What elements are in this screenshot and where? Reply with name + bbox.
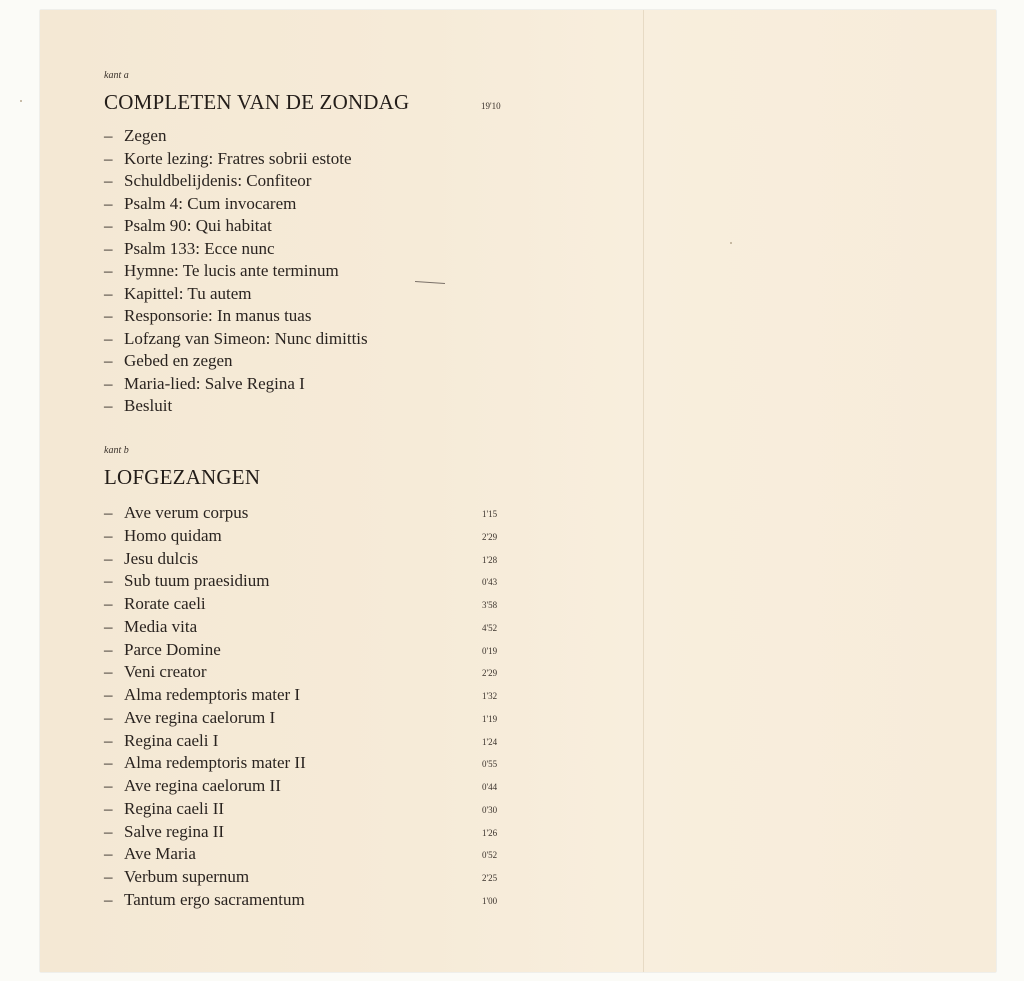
list-item [104, 775, 498, 798]
track-duration: 1'19 [482, 713, 498, 724]
list-dash: – [104, 662, 113, 682]
side-b-track-list [104, 502, 498, 912]
track-title: Alma redemptoris mater II [124, 753, 306, 773]
list-dash: – [104, 373, 113, 393]
track-title: Lofzang van Simeon: Nunc dimittis [124, 328, 368, 348]
track-title: Rorate caeli [124, 594, 206, 613]
list-item [104, 525, 498, 548]
track-title: Regina caeli I [124, 730, 219, 750]
list-item [104, 730, 498, 753]
list-dash: – [104, 616, 113, 636]
track-duration: 1'15 [482, 509, 498, 519]
list-dash: – [104, 594, 113, 613]
list-dash: – [104, 867, 113, 886]
list-item [104, 889, 498, 912]
track-title: Ave Maria [124, 844, 196, 864]
track-duration: 0'19 [482, 645, 498, 656]
list-item [104, 148, 368, 171]
track-title: Ave regina caelorum I [124, 707, 276, 727]
list-dash: – [104, 753, 113, 773]
list-dash: – [104, 503, 113, 522]
pen-mark [415, 281, 445, 284]
track-duration: 1'28 [482, 554, 498, 565]
track-duration: 0'44 [482, 782, 498, 792]
side-a-duration: 19'10 [481, 101, 501, 111]
track-title: Responsorie: In manus tuas [124, 306, 312, 325]
track-duration: 3'58 [482, 600, 498, 610]
list-dash: – [104, 798, 113, 818]
list-dash: – [104, 148, 113, 168]
track-title: Veni creator [124, 662, 207, 682]
record-sleeve-page [40, 10, 996, 972]
list-item [104, 238, 368, 261]
list-item [104, 502, 498, 525]
list-item [104, 593, 498, 616]
list-dash: – [104, 639, 113, 659]
list-item [104, 350, 368, 373]
list-item [104, 215, 368, 238]
list-dash: – [104, 707, 113, 727]
list-dash: – [104, 821, 113, 841]
list-dash: – [104, 844, 113, 864]
list-dash: – [104, 328, 113, 348]
track-title: Homo quidam [124, 525, 222, 545]
track-title: Kapittel: Tu autem [124, 283, 252, 303]
track-title: Hymne: Te lucis ante terminum [124, 261, 339, 280]
track-title: Schuldbelijdenis: Confiteor [124, 171, 312, 190]
list-dash: – [104, 238, 113, 258]
track-title: Gebed en zegen [124, 351, 233, 370]
list-dash: – [104, 351, 113, 370]
list-item [104, 661, 498, 684]
track-duration: 0'55 [482, 759, 498, 770]
list-item [104, 283, 368, 306]
list-item [104, 570, 498, 593]
track-duration: 1'24 [482, 736, 498, 747]
track-duration: 1'32 [482, 691, 498, 701]
track-duration: 4'52 [482, 622, 498, 633]
list-dash: – [104, 730, 113, 750]
list-item [104, 752, 498, 775]
track-duration: 2'29 [482, 668, 498, 679]
track-title: Besluit [124, 396, 173, 415]
list-dash: – [104, 261, 113, 280]
side-a-track-list [104, 125, 368, 418]
list-dash: – [104, 396, 113, 415]
list-item [104, 798, 498, 821]
track-title: Alma redemptoris mater I [124, 685, 301, 704]
list-item [104, 193, 368, 216]
track-title: Jesu dulcis [124, 548, 199, 568]
list-item [104, 548, 498, 571]
track-title: Maria-lied: Salve Regina I [124, 373, 305, 393]
side-a-title: COMPLETEN VAN DE ZONDAG [104, 90, 410, 114]
list-item [104, 707, 498, 730]
track-duration: 2'25 [482, 873, 498, 883]
list-dash: – [104, 548, 113, 568]
track-duration: 2'29 [482, 531, 498, 542]
track-duration: 1'26 [482, 827, 498, 838]
list-item [104, 260, 368, 283]
paper-speck [20, 100, 22, 102]
list-dash: – [104, 889, 113, 909]
list-dash: – [104, 283, 113, 303]
track-title: Verbum supernum [124, 867, 250, 886]
list-dash: – [104, 126, 113, 145]
track-title: Regina caeli II [124, 798, 225, 818]
side-b-label: kant b [104, 445, 129, 456]
track-title: Tantum ergo sacramentum [124, 889, 305, 909]
track-title: Psalm 90: Qui habitat [124, 216, 272, 235]
list-item [104, 866, 498, 889]
track-title: Parce Domine [124, 639, 221, 659]
list-dash: – [104, 776, 113, 795]
paper-speck [730, 242, 732, 244]
list-dash: – [104, 171, 113, 190]
list-dash: – [104, 306, 113, 325]
track-duration: 0'43 [482, 577, 498, 588]
track-title: Salve regina II [124, 821, 225, 841]
track-title: Sub tuum praesidium [124, 571, 270, 591]
track-duration: 0'30 [482, 804, 498, 815]
list-item [104, 170, 368, 193]
track-title: Ave verum corpus [124, 503, 249, 522]
list-item [104, 639, 498, 662]
track-duration: 0'52 [482, 850, 498, 861]
list-item [104, 305, 368, 328]
track-title: Media vita [124, 616, 198, 636]
list-item [104, 395, 368, 418]
track-title: Psalm 133: Ecce nunc [124, 238, 275, 258]
track-title: Ave regina caelorum II [124, 776, 281, 795]
list-dash: – [104, 216, 113, 235]
list-dash: – [104, 525, 113, 545]
list-dash: – [104, 685, 113, 704]
side-b-title: LOFGEZANGEN [104, 465, 261, 489]
list-item [104, 373, 368, 396]
list-item [104, 328, 368, 351]
list-item [104, 125, 368, 148]
side-a-label: kant a [104, 70, 129, 81]
list-item [104, 821, 498, 844]
track-title: Psalm 4: Cum invocarem [124, 193, 297, 213]
list-item [104, 684, 498, 707]
track-title: Korte lezing: Fratres sobrii estote [124, 148, 352, 168]
track-title: Zegen [124, 126, 167, 145]
list-item [104, 843, 498, 866]
list-dash: – [104, 193, 113, 213]
track-duration: 1'00 [482, 895, 498, 906]
list-dash: – [104, 571, 113, 591]
list-item [104, 616, 498, 639]
page-fold-line [643, 10, 644, 972]
